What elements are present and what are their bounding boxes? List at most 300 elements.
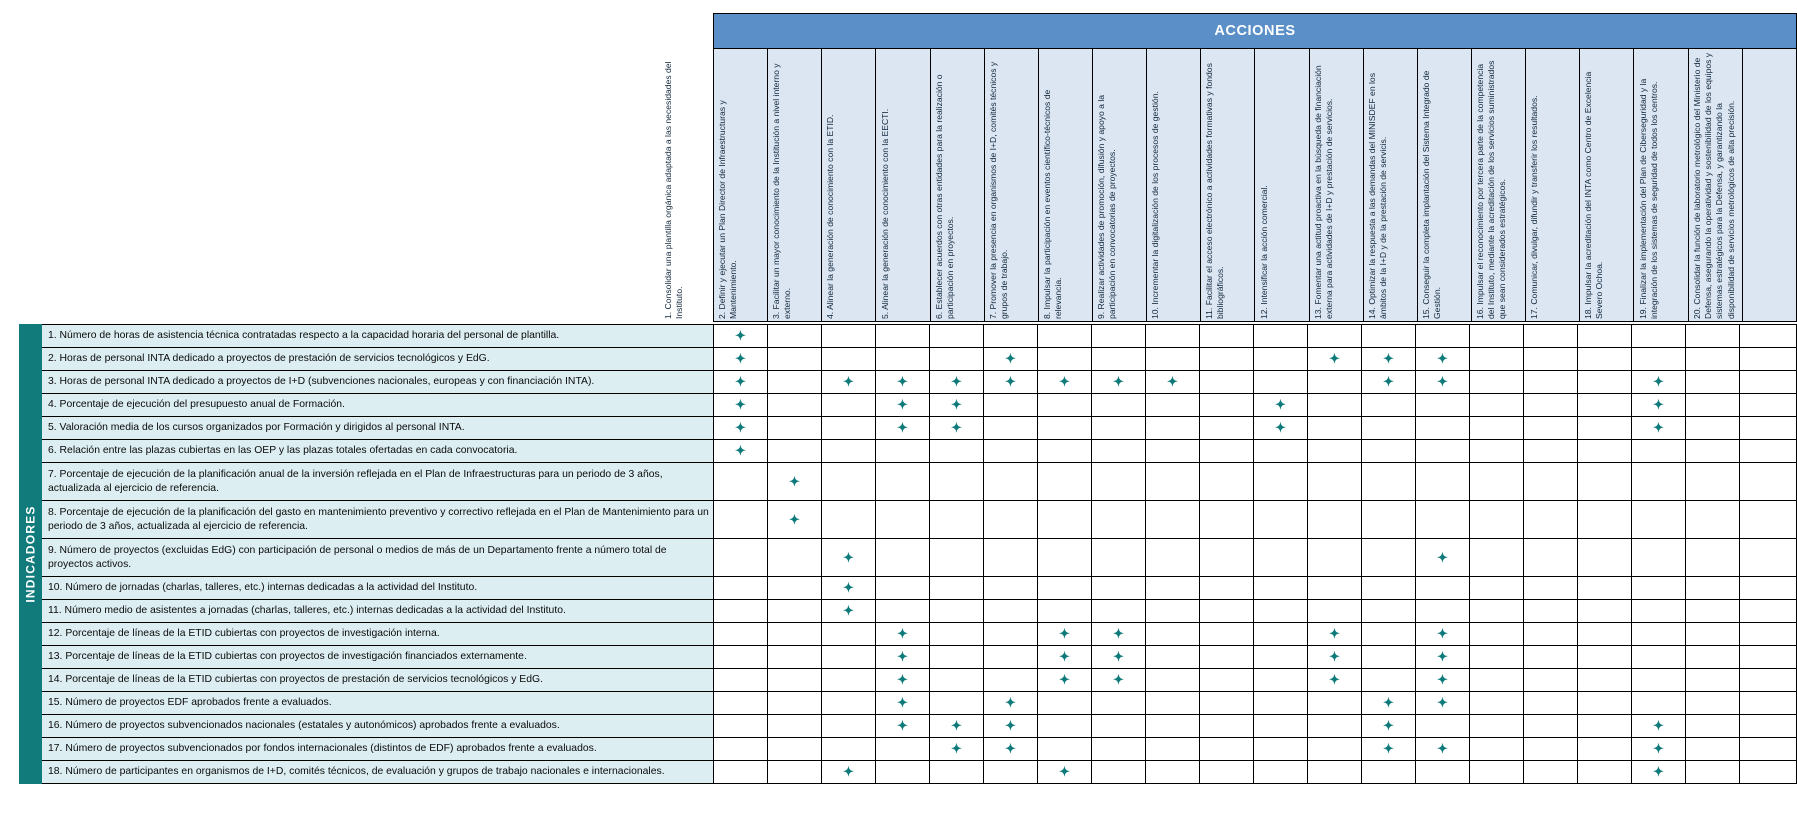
cell-i8-a2[interactable] xyxy=(768,501,822,539)
cell-i5-a15[interactable] xyxy=(1470,417,1524,440)
cell-i14-a5[interactable] xyxy=(930,669,984,692)
cell-i2-a11[interactable] xyxy=(1254,348,1308,371)
cell-i4-a1[interactable] xyxy=(714,394,768,417)
cell-i17-a16[interactable] xyxy=(1524,738,1578,761)
cell-i6-a2[interactable] xyxy=(768,440,822,463)
cell-i9-a20[interactable] xyxy=(1740,539,1797,577)
cell-i5-a2[interactable] xyxy=(768,417,822,440)
cell-i15-a11[interactable] xyxy=(1254,692,1308,715)
cell-i12-a4[interactable] xyxy=(876,623,930,646)
cell-i14-a4[interactable] xyxy=(876,669,930,692)
cell-i16-a18[interactable] xyxy=(1632,715,1686,738)
cell-i3-a7[interactable] xyxy=(1038,371,1092,394)
cell-i18-a6[interactable] xyxy=(984,761,1038,784)
cell-i6-a9[interactable] xyxy=(1146,440,1200,463)
cell-i1-a7[interactable] xyxy=(1038,325,1092,348)
cell-i13-a15[interactable] xyxy=(1470,646,1524,669)
cell-i16-a6[interactable] xyxy=(984,715,1038,738)
cell-i14-a20[interactable] xyxy=(1740,669,1797,692)
cell-i15-a16[interactable] xyxy=(1524,692,1578,715)
cell-i15-a10[interactable] xyxy=(1200,692,1254,715)
cell-i7-a14[interactable] xyxy=(1416,463,1470,501)
cell-i5-a14[interactable] xyxy=(1416,417,1470,440)
cell-i9-a3[interactable] xyxy=(822,539,876,577)
cell-i4-a19[interactable] xyxy=(1686,394,1740,417)
cell-i13-a2[interactable] xyxy=(768,646,822,669)
cell-i1-a17[interactable] xyxy=(1578,325,1632,348)
cell-i13-a3[interactable] xyxy=(822,646,876,669)
cell-i18-a12[interactable] xyxy=(1308,761,1362,784)
cell-i15-a4[interactable] xyxy=(876,692,930,715)
cell-i3-a4[interactable] xyxy=(876,371,930,394)
cell-i4-a9[interactable] xyxy=(1146,394,1200,417)
cell-i11-a12[interactable] xyxy=(1308,600,1362,623)
cell-i2-a16[interactable] xyxy=(1524,348,1578,371)
cell-i9-a9[interactable] xyxy=(1146,539,1200,577)
cell-i11-a9[interactable] xyxy=(1146,600,1200,623)
cell-i11-a7[interactable] xyxy=(1038,600,1092,623)
cell-i17-a8[interactable] xyxy=(1092,738,1146,761)
cell-i9-a17[interactable] xyxy=(1578,539,1632,577)
cell-i10-a16[interactable] xyxy=(1524,577,1578,600)
cell-i15-a2[interactable] xyxy=(768,692,822,715)
cell-i11-a6[interactable] xyxy=(984,600,1038,623)
cell-i3-a19[interactable] xyxy=(1686,371,1740,394)
cell-i9-a10[interactable] xyxy=(1200,539,1254,577)
cell-i11-a14[interactable] xyxy=(1416,600,1470,623)
cell-i3-a8[interactable] xyxy=(1092,371,1146,394)
cell-i16-a3[interactable] xyxy=(822,715,876,738)
cell-i3-a5[interactable] xyxy=(930,371,984,394)
cell-i15-a6[interactable] xyxy=(984,692,1038,715)
cell-i18-a11[interactable] xyxy=(1254,761,1308,784)
cell-i5-a12[interactable] xyxy=(1308,417,1362,440)
cell-i5-a6[interactable] xyxy=(984,417,1038,440)
cell-i1-a14[interactable] xyxy=(1416,325,1470,348)
cell-i10-a11[interactable] xyxy=(1254,577,1308,600)
cell-i1-a4[interactable] xyxy=(876,325,930,348)
cell-i12-a18[interactable] xyxy=(1632,623,1686,646)
cell-i11-a18[interactable] xyxy=(1632,600,1686,623)
cell-i10-a15[interactable] xyxy=(1470,577,1524,600)
cell-i6-a4[interactable] xyxy=(876,440,930,463)
cell-i6-a17[interactable] xyxy=(1578,440,1632,463)
cell-i6-a11[interactable] xyxy=(1254,440,1308,463)
cell-i12-a9[interactable] xyxy=(1146,623,1200,646)
cell-i8-a11[interactable] xyxy=(1254,501,1308,539)
cell-i1-a3[interactable] xyxy=(822,325,876,348)
cell-i4-a17[interactable] xyxy=(1578,394,1632,417)
cell-i12-a10[interactable] xyxy=(1200,623,1254,646)
cell-i14-a2[interactable] xyxy=(768,669,822,692)
cell-i3-a16[interactable] xyxy=(1524,371,1578,394)
cell-i3-a17[interactable] xyxy=(1578,371,1632,394)
cell-i10-a6[interactable] xyxy=(984,577,1038,600)
cell-i2-a15[interactable] xyxy=(1470,348,1524,371)
cell-i17-a2[interactable] xyxy=(768,738,822,761)
cell-i5-a18[interactable] xyxy=(1632,417,1686,440)
cell-i17-a10[interactable] xyxy=(1200,738,1254,761)
cell-i9-a14[interactable] xyxy=(1416,539,1470,577)
cell-i17-a20[interactable] xyxy=(1740,738,1797,761)
cell-i5-a11[interactable] xyxy=(1254,417,1308,440)
cell-i5-a7[interactable] xyxy=(1038,417,1092,440)
cell-i9-a16[interactable] xyxy=(1524,539,1578,577)
cell-i15-a9[interactable] xyxy=(1146,692,1200,715)
cell-i16-a5[interactable] xyxy=(930,715,984,738)
cell-i17-a13[interactable] xyxy=(1362,738,1416,761)
cell-i16-a1[interactable] xyxy=(714,715,768,738)
cell-i16-a8[interactable] xyxy=(1092,715,1146,738)
cell-i10-a9[interactable] xyxy=(1146,577,1200,600)
cell-i15-a14[interactable] xyxy=(1416,692,1470,715)
cell-i6-a7[interactable] xyxy=(1038,440,1092,463)
cell-i7-a2[interactable] xyxy=(768,463,822,501)
cell-i4-a10[interactable] xyxy=(1200,394,1254,417)
cell-i12-a7[interactable] xyxy=(1038,623,1092,646)
cell-i7-a9[interactable] xyxy=(1146,463,1200,501)
cell-i13-a5[interactable] xyxy=(930,646,984,669)
cell-i17-a17[interactable] xyxy=(1578,738,1632,761)
cell-i5-a19[interactable] xyxy=(1686,417,1740,440)
cell-i15-a12[interactable] xyxy=(1308,692,1362,715)
cell-i7-a15[interactable] xyxy=(1470,463,1524,501)
cell-i16-a13[interactable] xyxy=(1362,715,1416,738)
cell-i1-a9[interactable] xyxy=(1146,325,1200,348)
cell-i14-a8[interactable] xyxy=(1092,669,1146,692)
cell-i12-a2[interactable] xyxy=(768,623,822,646)
cell-i16-a17[interactable] xyxy=(1578,715,1632,738)
cell-i12-a17[interactable] xyxy=(1578,623,1632,646)
cell-i1-a11[interactable] xyxy=(1254,325,1308,348)
cell-i4-a5[interactable] xyxy=(930,394,984,417)
cell-i4-a14[interactable] xyxy=(1416,394,1470,417)
cell-i17-a1[interactable] xyxy=(714,738,768,761)
cell-i7-a3[interactable] xyxy=(822,463,876,501)
cell-i4-a7[interactable] xyxy=(1038,394,1092,417)
cell-i10-a4[interactable] xyxy=(876,577,930,600)
cell-i11-a10[interactable] xyxy=(1200,600,1254,623)
cell-i3-a10[interactable] xyxy=(1200,371,1254,394)
cell-i15-a17[interactable] xyxy=(1578,692,1632,715)
cell-i16-a14[interactable] xyxy=(1416,715,1470,738)
cell-i4-a13[interactable] xyxy=(1362,394,1416,417)
cell-i10-a1[interactable] xyxy=(714,577,768,600)
cell-i1-a8[interactable] xyxy=(1092,325,1146,348)
cell-i2-a10[interactable] xyxy=(1200,348,1254,371)
cell-i13-a8[interactable] xyxy=(1092,646,1146,669)
cell-i14-a3[interactable] xyxy=(822,669,876,692)
cell-i4-a16[interactable] xyxy=(1524,394,1578,417)
cell-i8-a8[interactable] xyxy=(1092,501,1146,539)
cell-i8-a16[interactable] xyxy=(1524,501,1578,539)
cell-i17-a3[interactable] xyxy=(822,738,876,761)
cell-i9-a4[interactable] xyxy=(876,539,930,577)
cell-i2-a8[interactable] xyxy=(1092,348,1146,371)
cell-i8-a14[interactable] xyxy=(1416,501,1470,539)
cell-i7-a1[interactable] xyxy=(714,463,768,501)
cell-i13-a18[interactable] xyxy=(1632,646,1686,669)
cell-i13-a12[interactable] xyxy=(1308,646,1362,669)
cell-i14-a10[interactable] xyxy=(1200,669,1254,692)
cell-i9-a6[interactable] xyxy=(984,539,1038,577)
cell-i3-a9[interactable] xyxy=(1146,371,1200,394)
cell-i14-a7[interactable] xyxy=(1038,669,1092,692)
cell-i7-a17[interactable] xyxy=(1578,463,1632,501)
cell-i4-a4[interactable] xyxy=(876,394,930,417)
cell-i6-a20[interactable] xyxy=(1740,440,1797,463)
cell-i3-a11[interactable] xyxy=(1254,371,1308,394)
cell-i13-a16[interactable] xyxy=(1524,646,1578,669)
cell-i14-a14[interactable] xyxy=(1416,669,1470,692)
cell-i17-a12[interactable] xyxy=(1308,738,1362,761)
cell-i6-a19[interactable] xyxy=(1686,440,1740,463)
cell-i1-a15[interactable] xyxy=(1470,325,1524,348)
cell-i12-a15[interactable] xyxy=(1470,623,1524,646)
cell-i16-a2[interactable] xyxy=(768,715,822,738)
cell-i13-a1[interactable] xyxy=(714,646,768,669)
cell-i12-a8[interactable] xyxy=(1092,623,1146,646)
cell-i7-a13[interactable] xyxy=(1362,463,1416,501)
cell-i12-a5[interactable] xyxy=(930,623,984,646)
cell-i18-a17[interactable] xyxy=(1578,761,1632,784)
cell-i18-a10[interactable] xyxy=(1200,761,1254,784)
cell-i6-a1[interactable] xyxy=(714,440,768,463)
cell-i7-a16[interactable] xyxy=(1524,463,1578,501)
cell-i11-a4[interactable] xyxy=(876,600,930,623)
cell-i10-a5[interactable] xyxy=(930,577,984,600)
cell-i7-a5[interactable] xyxy=(930,463,984,501)
cell-i18-a5[interactable] xyxy=(930,761,984,784)
cell-i2-a4[interactable] xyxy=(876,348,930,371)
cell-i11-a1[interactable] xyxy=(714,600,768,623)
cell-i13-a13[interactable] xyxy=(1362,646,1416,669)
cell-i2-a20[interactable] xyxy=(1740,348,1797,371)
cell-i9-a5[interactable] xyxy=(930,539,984,577)
cell-i13-a11[interactable] xyxy=(1254,646,1308,669)
cell-i9-a15[interactable] xyxy=(1470,539,1524,577)
cell-i13-a17[interactable] xyxy=(1578,646,1632,669)
cell-i4-a15[interactable] xyxy=(1470,394,1524,417)
cell-i8-a6[interactable] xyxy=(984,501,1038,539)
cell-i18-a8[interactable] xyxy=(1092,761,1146,784)
cell-i2-a1[interactable] xyxy=(714,348,768,371)
cell-i12-a1[interactable] xyxy=(714,623,768,646)
cell-i12-a12[interactable] xyxy=(1308,623,1362,646)
cell-i3-a14[interactable] xyxy=(1416,371,1470,394)
cell-i12-a20[interactable] xyxy=(1740,623,1797,646)
cell-i3-a12[interactable] xyxy=(1308,371,1362,394)
cell-i16-a11[interactable] xyxy=(1254,715,1308,738)
cell-i10-a18[interactable] xyxy=(1632,577,1686,600)
cell-i6-a15[interactable] xyxy=(1470,440,1524,463)
cell-i6-a18[interactable] xyxy=(1632,440,1686,463)
cell-i18-a4[interactable] xyxy=(876,761,930,784)
cell-i16-a20[interactable] xyxy=(1740,715,1797,738)
cell-i2-a13[interactable] xyxy=(1362,348,1416,371)
cell-i12-a16[interactable] xyxy=(1524,623,1578,646)
cell-i10-a12[interactable] xyxy=(1308,577,1362,600)
cell-i16-a19[interactable] xyxy=(1686,715,1740,738)
cell-i18-a15[interactable] xyxy=(1470,761,1524,784)
cell-i11-a8[interactable] xyxy=(1092,600,1146,623)
cell-i4-a18[interactable] xyxy=(1632,394,1686,417)
cell-i8-a12[interactable] xyxy=(1308,501,1362,539)
cell-i7-a4[interactable] xyxy=(876,463,930,501)
cell-i13-a14[interactable] xyxy=(1416,646,1470,669)
cell-i6-a8[interactable] xyxy=(1092,440,1146,463)
cell-i5-a16[interactable] xyxy=(1524,417,1578,440)
cell-i11-a20[interactable] xyxy=(1740,600,1797,623)
cell-i11-a17[interactable] xyxy=(1578,600,1632,623)
cell-i8-a9[interactable] xyxy=(1146,501,1200,539)
cell-i1-a2[interactable] xyxy=(768,325,822,348)
cell-i10-a14[interactable] xyxy=(1416,577,1470,600)
cell-i6-a5[interactable] xyxy=(930,440,984,463)
cell-i17-a19[interactable] xyxy=(1686,738,1740,761)
cell-i1-a13[interactable] xyxy=(1362,325,1416,348)
cell-i11-a19[interactable] xyxy=(1686,600,1740,623)
cell-i17-a7[interactable] xyxy=(1038,738,1092,761)
cell-i2-a3[interactable] xyxy=(822,348,876,371)
cell-i3-a15[interactable] xyxy=(1470,371,1524,394)
cell-i6-a10[interactable] xyxy=(1200,440,1254,463)
cell-i17-a11[interactable] xyxy=(1254,738,1308,761)
cell-i14-a6[interactable] xyxy=(984,669,1038,692)
cell-i7-a11[interactable] xyxy=(1254,463,1308,501)
cell-i1-a16[interactable] xyxy=(1524,325,1578,348)
cell-i14-a16[interactable] xyxy=(1524,669,1578,692)
cell-i10-a17[interactable] xyxy=(1578,577,1632,600)
cell-i2-a17[interactable] xyxy=(1578,348,1632,371)
cell-i15-a7[interactable] xyxy=(1038,692,1092,715)
cell-i11-a13[interactable] xyxy=(1362,600,1416,623)
cell-i6-a14[interactable] xyxy=(1416,440,1470,463)
cell-i12-a19[interactable] xyxy=(1686,623,1740,646)
cell-i14-a1[interactable] xyxy=(714,669,768,692)
cell-i18-a3[interactable] xyxy=(822,761,876,784)
cell-i10-a20[interactable] xyxy=(1740,577,1797,600)
cell-i2-a2[interactable] xyxy=(768,348,822,371)
cell-i14-a13[interactable] xyxy=(1362,669,1416,692)
cell-i1-a5[interactable] xyxy=(930,325,984,348)
cell-i7-a6[interactable] xyxy=(984,463,1038,501)
cell-i18-a20[interactable] xyxy=(1740,761,1797,784)
cell-i5-a1[interactable] xyxy=(714,417,768,440)
cell-i7-a10[interactable] xyxy=(1200,463,1254,501)
cell-i8-a4[interactable] xyxy=(876,501,930,539)
cell-i3-a18[interactable] xyxy=(1632,371,1686,394)
cell-i10-a19[interactable] xyxy=(1686,577,1740,600)
cell-i8-a10[interactable] xyxy=(1200,501,1254,539)
cell-i5-a13[interactable] xyxy=(1362,417,1416,440)
cell-i15-a1[interactable] xyxy=(714,692,768,715)
cell-i17-a9[interactable] xyxy=(1146,738,1200,761)
cell-i4-a3[interactable] xyxy=(822,394,876,417)
cell-i8-a5[interactable] xyxy=(930,501,984,539)
cell-i18-a9[interactable] xyxy=(1146,761,1200,784)
cell-i18-a13[interactable] xyxy=(1362,761,1416,784)
cell-i16-a9[interactable] xyxy=(1146,715,1200,738)
cell-i18-a14[interactable] xyxy=(1416,761,1470,784)
cell-i14-a12[interactable] xyxy=(1308,669,1362,692)
cell-i14-a15[interactable] xyxy=(1470,669,1524,692)
cell-i3-a2[interactable] xyxy=(768,371,822,394)
cell-i10-a8[interactable] xyxy=(1092,577,1146,600)
cell-i17-a18[interactable] xyxy=(1632,738,1686,761)
cell-i8-a20[interactable] xyxy=(1740,501,1797,539)
cell-i6-a12[interactable] xyxy=(1308,440,1362,463)
action-header-20[interactable] xyxy=(1691,49,1796,322)
cell-i6-a3[interactable] xyxy=(822,440,876,463)
cell-i2-a19[interactable] xyxy=(1686,348,1740,371)
cell-i14-a9[interactable] xyxy=(1146,669,1200,692)
cell-i5-a4[interactable] xyxy=(876,417,930,440)
cell-i18-a18[interactable] xyxy=(1632,761,1686,784)
cell-i15-a5[interactable] xyxy=(930,692,984,715)
cell-i13-a7[interactable] xyxy=(1038,646,1092,669)
cell-i13-a6[interactable] xyxy=(984,646,1038,669)
cell-i5-a10[interactable] xyxy=(1200,417,1254,440)
cell-i8-a15[interactable] xyxy=(1470,501,1524,539)
cell-i9-a12[interactable] xyxy=(1308,539,1362,577)
cell-i15-a13[interactable] xyxy=(1362,692,1416,715)
cell-i16-a12[interactable] xyxy=(1308,715,1362,738)
cell-i8-a3[interactable] xyxy=(822,501,876,539)
cell-i17-a6[interactable] xyxy=(984,738,1038,761)
cell-i4-a12[interactable] xyxy=(1308,394,1362,417)
cell-i2-a9[interactable] xyxy=(1146,348,1200,371)
cell-i2-a6[interactable] xyxy=(984,348,1038,371)
cell-i18-a16[interactable] xyxy=(1524,761,1578,784)
cell-i1-a1[interactable] xyxy=(714,325,768,348)
cell-i2-a12[interactable] xyxy=(1308,348,1362,371)
cell-i9-a1[interactable] xyxy=(714,539,768,577)
cell-i16-a16[interactable] xyxy=(1524,715,1578,738)
cell-i7-a18[interactable] xyxy=(1632,463,1686,501)
cell-i5-a9[interactable] xyxy=(1146,417,1200,440)
cell-i16-a4[interactable] xyxy=(876,715,930,738)
cell-i14-a19[interactable] xyxy=(1686,669,1740,692)
cell-i9-a18[interactable] xyxy=(1632,539,1686,577)
cell-i17-a14[interactable] xyxy=(1416,738,1470,761)
cell-i13-a19[interactable] xyxy=(1686,646,1740,669)
cell-i3-a13[interactable] xyxy=(1362,371,1416,394)
cell-i1-a10[interactable] xyxy=(1200,325,1254,348)
cell-i2-a5[interactable] xyxy=(930,348,984,371)
cell-i7-a12[interactable] xyxy=(1308,463,1362,501)
cell-i1-a19[interactable] xyxy=(1686,325,1740,348)
cell-i7-a8[interactable] xyxy=(1092,463,1146,501)
cell-i7-a19[interactable] xyxy=(1686,463,1740,501)
cell-i18-a2[interactable] xyxy=(768,761,822,784)
cell-i10-a3[interactable] xyxy=(822,577,876,600)
cell-i13-a9[interactable] xyxy=(1146,646,1200,669)
cell-i5-a3[interactable] xyxy=(822,417,876,440)
cell-i17-a15[interactable] xyxy=(1470,738,1524,761)
cell-i14-a18[interactable] xyxy=(1632,669,1686,692)
cell-i4-a6[interactable] xyxy=(984,394,1038,417)
cell-i10-a10[interactable] xyxy=(1200,577,1254,600)
cell-i1-a18[interactable] xyxy=(1632,325,1686,348)
cell-i17-a4[interactable] xyxy=(876,738,930,761)
cell-i7-a7[interactable] xyxy=(1038,463,1092,501)
cell-i18-a1[interactable] xyxy=(714,761,768,784)
cell-i5-a8[interactable] xyxy=(1092,417,1146,440)
cell-i11-a11[interactable] xyxy=(1254,600,1308,623)
cell-i14-a11[interactable] xyxy=(1254,669,1308,692)
cell-i15-a3[interactable] xyxy=(822,692,876,715)
